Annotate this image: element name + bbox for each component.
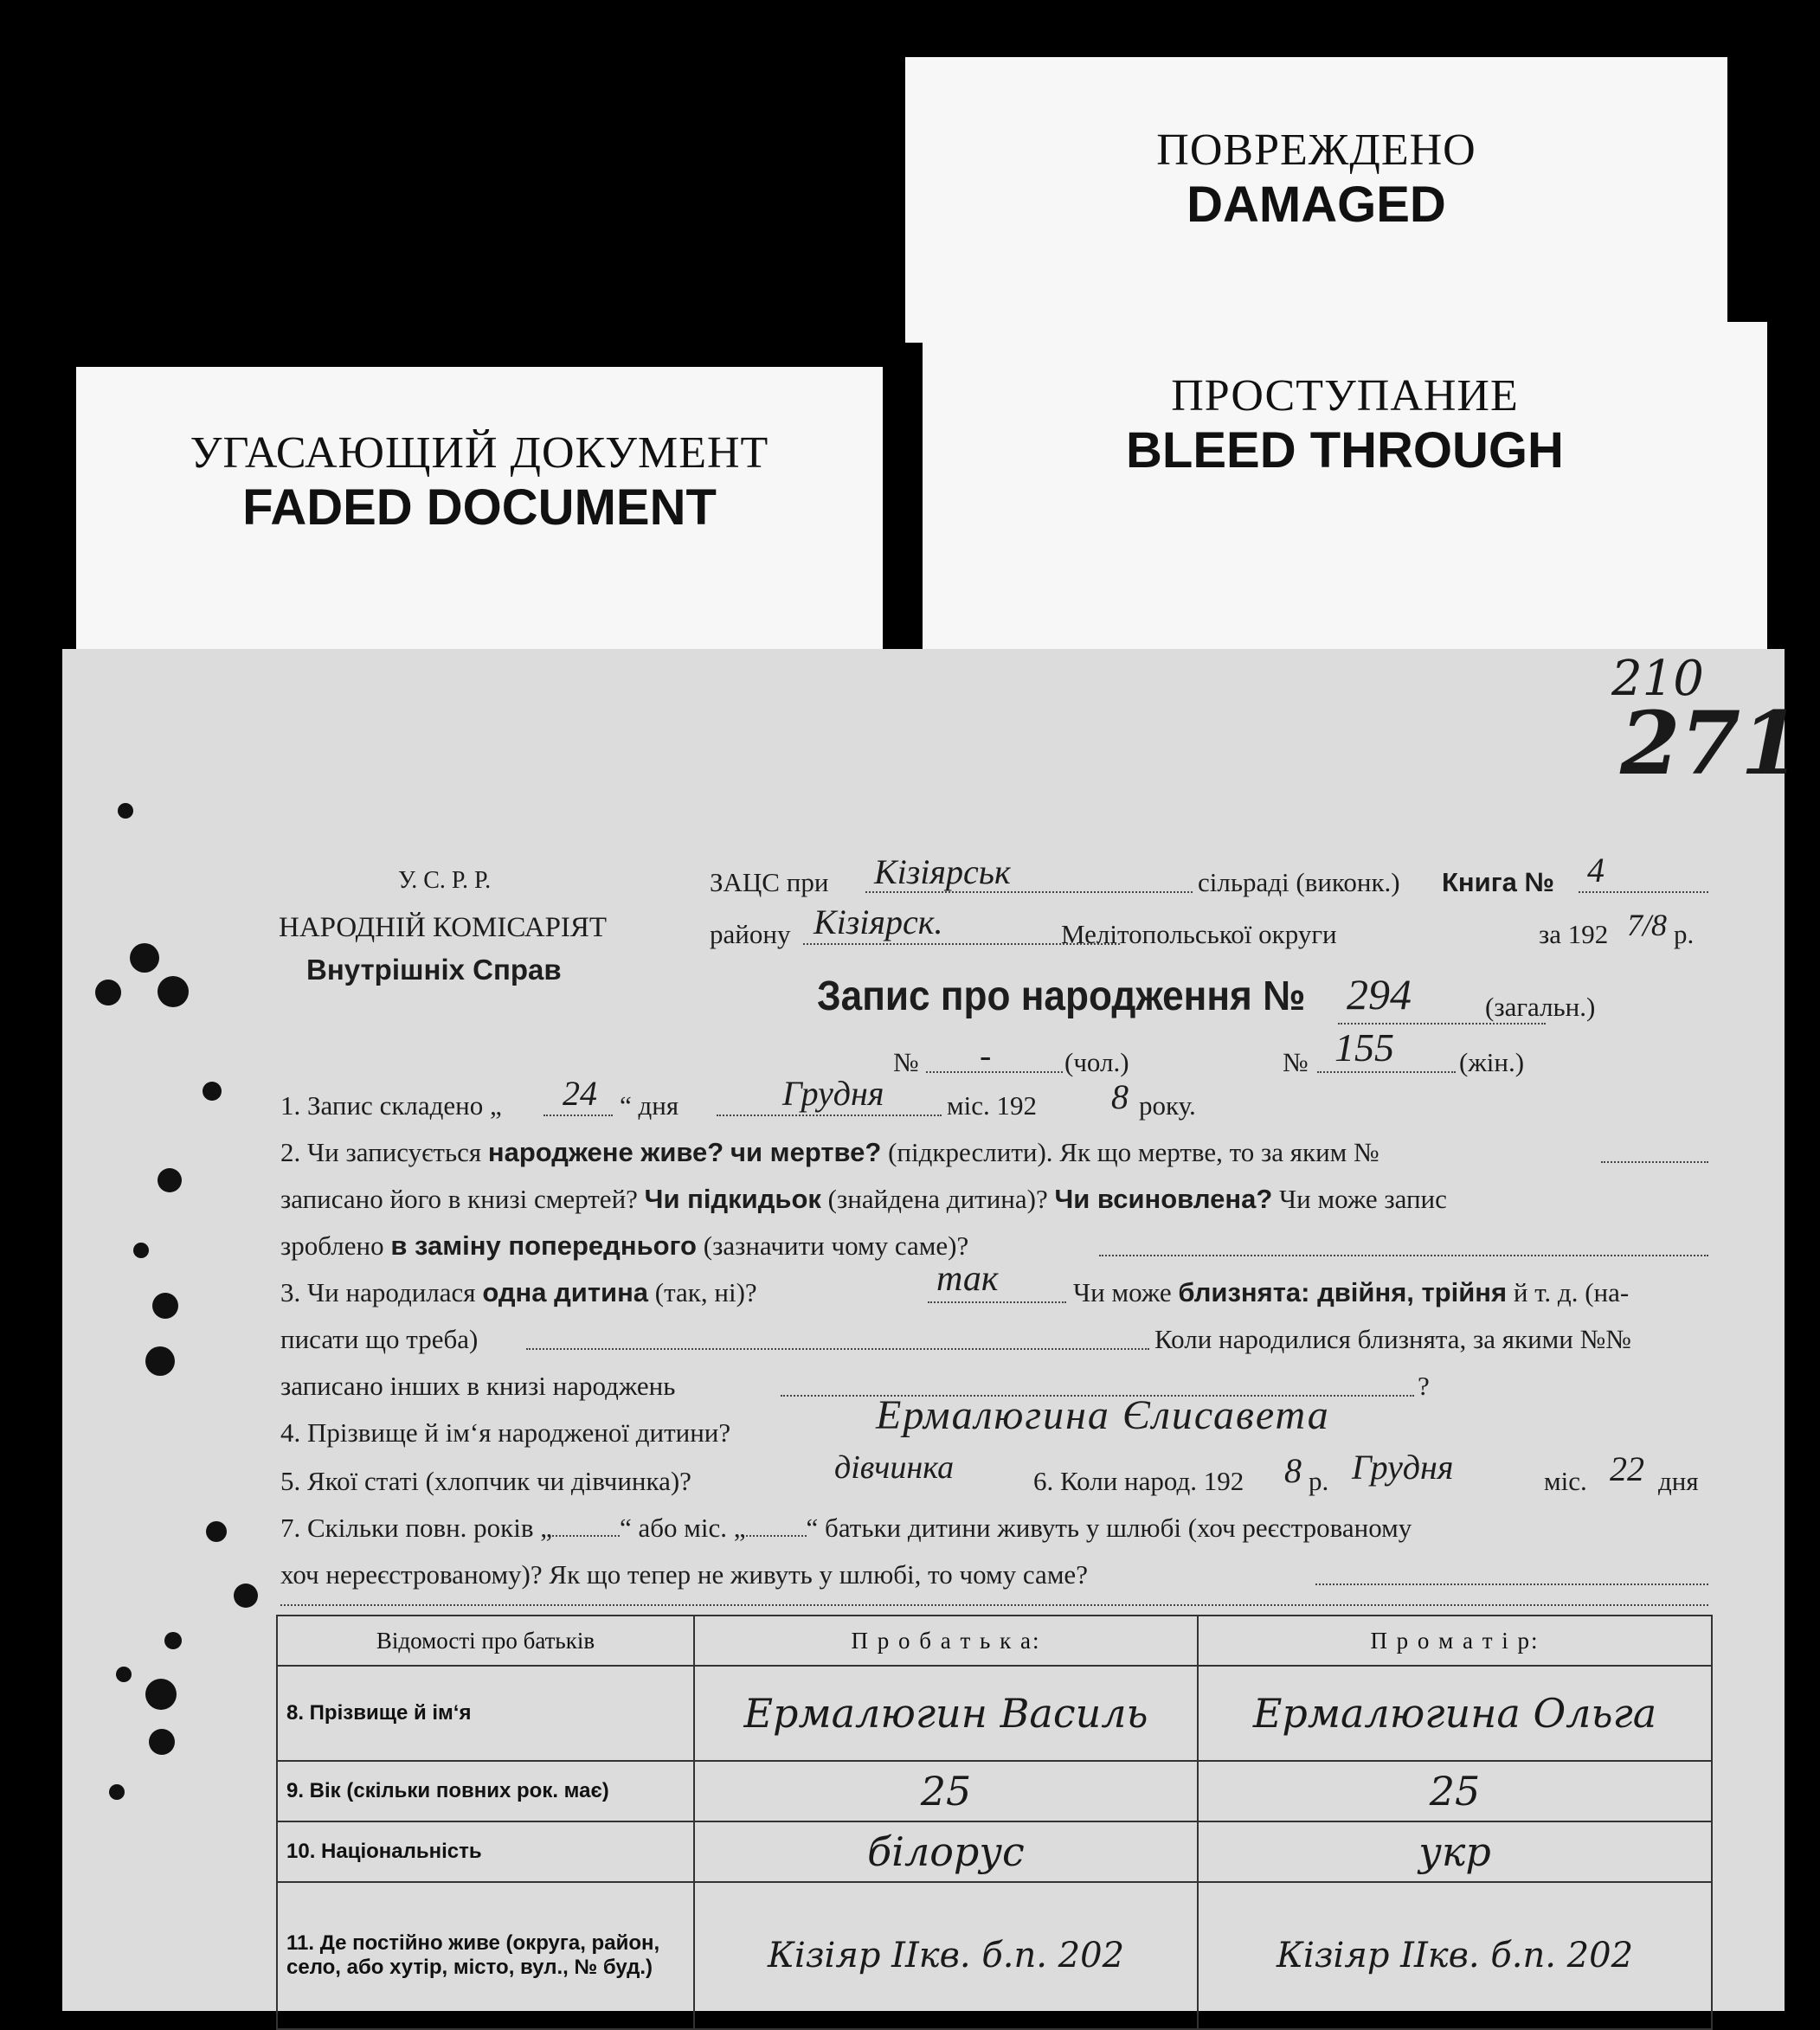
male-number-label: №	[893, 1047, 919, 1077]
mother-age: 25	[1198, 1761, 1712, 1821]
q6-text-b: р.	[1309, 1466, 1329, 1496]
q7-l1c: “ батьки дитини живуть у шлюбі (хоч реєстрованому	[806, 1513, 1412, 1543]
q5-text: 5. Якої статі (хлопчик чи дівчинка)?	[280, 1466, 691, 1496]
q7-line1	[280, 1513, 1412, 1544]
q2-line1	[280, 1137, 1379, 1168]
punch-hole	[145, 1679, 177, 1710]
table-header-info: Відомості про батьків	[277, 1616, 694, 1666]
q6-month-handwritten: Грудня	[1352, 1448, 1454, 1487]
zags-suffix: сільраді (виконк.)	[1198, 867, 1400, 897]
q1-day-handwritten: 24	[563, 1074, 597, 1113]
punch-hole	[164, 1632, 182, 1649]
q3-l2a: писати що треба)	[280, 1324, 479, 1354]
father-residence: Кізіяр ІІкв. б.п. 202	[694, 1882, 1198, 2029]
punch-hole	[158, 1168, 182, 1192]
q1-text-a: 1. Запис складено „	[280, 1090, 502, 1121]
male-number-handwritten: -	[980, 1036, 992, 1075]
q4-text: 4. Прізвище й ім‘я народженої дитини?	[280, 1417, 731, 1448]
district-prefix: району	[710, 919, 791, 949]
book-number-handwritten: 4	[1587, 851, 1605, 890]
mother-residence: Кізіяр ІІкв. б.п. 202	[1198, 1882, 1712, 2029]
mother-name: Ермалюгина Ольга	[1198, 1666, 1712, 1761]
male-number-suffix: (чол.)	[1064, 1047, 1129, 1077]
q3-l1b: одна дитина	[482, 1277, 649, 1307]
general-label: (загальн.)	[1485, 992, 1596, 1022]
q2-l2d: Чи всиновлена?	[1054, 1184, 1273, 1214]
punch-hole	[130, 943, 159, 973]
male-number-dotted-line	[926, 1071, 1063, 1073]
table-row	[277, 1882, 1712, 2029]
table-header-row	[277, 1616, 1712, 1666]
q3-l1e: близнята: двійня, трійня	[1178, 1277, 1508, 1307]
q3-line1-a	[280, 1277, 757, 1308]
female-number-suffix: (жін.)	[1459, 1047, 1525, 1077]
district-handwritten: Кізіярск.	[814, 903, 943, 941]
q7-l1b: “ або міс. „	[620, 1513, 746, 1543]
q2-death-number-dotted-line	[1601, 1161, 1708, 1163]
q7-extra-dotted-line	[280, 1604, 1708, 1606]
q2-l3c: (зазначити чому саме)?	[703, 1230, 969, 1261]
table-header-mother: П р о м а т і р:	[1198, 1616, 1712, 1666]
punch-hole	[145, 1346, 175, 1376]
q1-text-c: міс. 192	[947, 1090, 1037, 1121]
q2-l1a: 2. Чи записується	[280, 1137, 482, 1167]
q6-text-c: міс.	[1544, 1466, 1587, 1496]
q4-handwritten: Ермалюгина Єлисавета	[876, 1392, 1330, 1438]
punch-hole	[206, 1521, 227, 1542]
row-label-name: 8. Прізвище й ім‘я	[277, 1666, 694, 1761]
q3-single-dotted-line	[928, 1301, 1066, 1303]
punch-hole	[152, 1293, 178, 1319]
punch-hole	[234, 1584, 258, 1608]
birth-record-document	[62, 649, 1801, 2011]
punch-hole	[158, 976, 189, 1007]
org-ussr: У. С. Р. Р.	[398, 867, 492, 894]
punch-hole	[109, 1784, 125, 1800]
bleed-card-ru: ПРОСТУПАНИЕ	[1171, 371, 1519, 421]
q6-text-d: дня	[1658, 1466, 1699, 1496]
parents-table	[276, 1615, 1713, 2030]
q3-l1c: (так, ні)?	[654, 1277, 757, 1307]
q1-text-b: “ дня	[620, 1090, 679, 1121]
q3-handwritten: так	[936, 1259, 999, 1299]
q3-l3a: записано інших в книзі народжень	[280, 1371, 676, 1401]
q7-reason-dotted-line	[1315, 1584, 1708, 1585]
org-commissariat: НАРОДНІЙ КОМІСАРІЯТ	[279, 912, 608, 943]
faded-card-en: FADED DOCUMENT	[242, 479, 717, 536]
table-header-father: П р о б а т ь к а:	[694, 1616, 1198, 1666]
faded-document-card	[76, 367, 883, 661]
punch-hole	[95, 980, 121, 1005]
q2-line3	[280, 1230, 968, 1262]
record-number-handwritten: 294	[1347, 970, 1412, 1018]
q2-l2a: записано його в книзі смертей?	[280, 1184, 638, 1214]
row-label-residence: 11. Де постійно живе (округа, район, село, або хутір, місто, вул., № буд.)	[277, 1882, 694, 2029]
book-label-text: Книга №	[1442, 867, 1555, 897]
punch-hole	[118, 803, 133, 819]
female-number-dotted-line	[1317, 1071, 1456, 1073]
q3-l3b: ?	[1418, 1371, 1430, 1401]
mother-nationality: укр	[1198, 1821, 1712, 1882]
q2-l1d: (підкреслити). Як що мертве, то за яким №	[888, 1137, 1379, 1167]
q3-twins-dotted-line	[526, 1348, 1149, 1350]
faded-card-ru: УГАСАЮЩИЙ ДОКУМЕНТ	[190, 428, 769, 478]
father-nationality: білорус	[694, 1821, 1198, 1882]
q2-replacement-dotted-line	[1099, 1255, 1708, 1256]
punch-hole	[149, 1729, 175, 1755]
q3-l2b	[1154, 1324, 1631, 1355]
q2-l2b: Чи підкидьок	[644, 1184, 821, 1214]
q1-day-dotted-line	[543, 1115, 613, 1116]
district-suffix: Мелітопольської округи	[1061, 919, 1337, 949]
q7-l1a: 7. Скільки повн. років „	[280, 1513, 552, 1543]
punch-hole	[203, 1082, 222, 1101]
damaged-card-ru: ПОВРЕЖДЕНО	[1156, 125, 1476, 175]
record-title: Запис про народження №	[817, 973, 1306, 1019]
year-handwritten: 7/8	[1627, 908, 1668, 942]
q2-l1c: чи мертве?	[730, 1137, 882, 1167]
bleed-card-en: BLEED THROUGH	[1126, 422, 1564, 479]
archive-number-bottom: 271	[1620, 692, 1801, 794]
q1-year-handwritten: 8	[1111, 1077, 1129, 1116]
father-name: Ермалюгин Василь	[694, 1666, 1198, 1761]
archive-number-top: 210	[1611, 651, 1704, 707]
damaged-card	[905, 57, 1727, 343]
table-row	[277, 1821, 1712, 1882]
year-suffix: р.	[1674, 919, 1695, 949]
q6-year-handwritten: 8	[1284, 1451, 1302, 1490]
book-label	[1442, 867, 1554, 898]
bleed-through-card	[923, 322, 1767, 649]
year-label: за 192	[1539, 919, 1609, 949]
row-label-nationality: 10. Національність	[277, 1821, 694, 1882]
org-internal-affairs	[306, 954, 562, 987]
q2-l3b: в заміну попереднього	[390, 1230, 697, 1261]
punch-hole	[116, 1667, 132, 1682]
zags-handwritten: Кізіярськ	[874, 852, 1011, 891]
q3-line1-b	[1073, 1277, 1629, 1308]
female-number-label: №	[1283, 1047, 1309, 1077]
damaged-card-en: DAMAGED	[1187, 177, 1446, 233]
q1-month-dotted-line	[717, 1115, 942, 1116]
q2-l2c: (знайдена дитина)?	[827, 1184, 1048, 1214]
q3-l1d: Чи може	[1073, 1277, 1172, 1307]
q7-l2a: хоч нереєстрованому)? Як що тепер не живуть у шлюбі, то чому саме?	[280, 1559, 1088, 1590]
q6-text-a: 6. Коли народ. 192	[1033, 1466, 1244, 1496]
father-age: 25	[694, 1761, 1198, 1821]
q2-l3a: зроблено	[280, 1230, 384, 1261]
q1-month-handwritten: Грудня	[782, 1074, 884, 1113]
q5-handwritten: дівчинка	[834, 1449, 955, 1486]
q2-line2	[280, 1184, 1447, 1215]
q6-day-handwritten: 22	[1610, 1449, 1644, 1488]
row-label-age: 9. Вік (скільки повних рок. має)	[277, 1761, 694, 1821]
q3-l2b-text: Коли народилися близнята, за якими №№	[1154, 1324, 1631, 1354]
book-dotted-line	[1579, 891, 1708, 893]
q3-l1f: й т. д. (на-	[1513, 1277, 1630, 1307]
zags-prefix: ЗАЦС при	[710, 867, 829, 897]
org-internal-affairs-text: Внутрішніх Справ	[306, 954, 562, 986]
female-number-handwritten: 155	[1334, 1025, 1394, 1070]
table-row	[277, 1761, 1712, 1821]
q2-l2e: Чи може запис	[1279, 1184, 1447, 1214]
q2-l1b: народжене живе?	[487, 1137, 724, 1167]
q1-text-d: року.	[1139, 1090, 1196, 1121]
q3-l1a: 3. Чи народилася	[280, 1277, 476, 1307]
table-row	[277, 1666, 1712, 1761]
punch-hole	[133, 1243, 149, 1258]
